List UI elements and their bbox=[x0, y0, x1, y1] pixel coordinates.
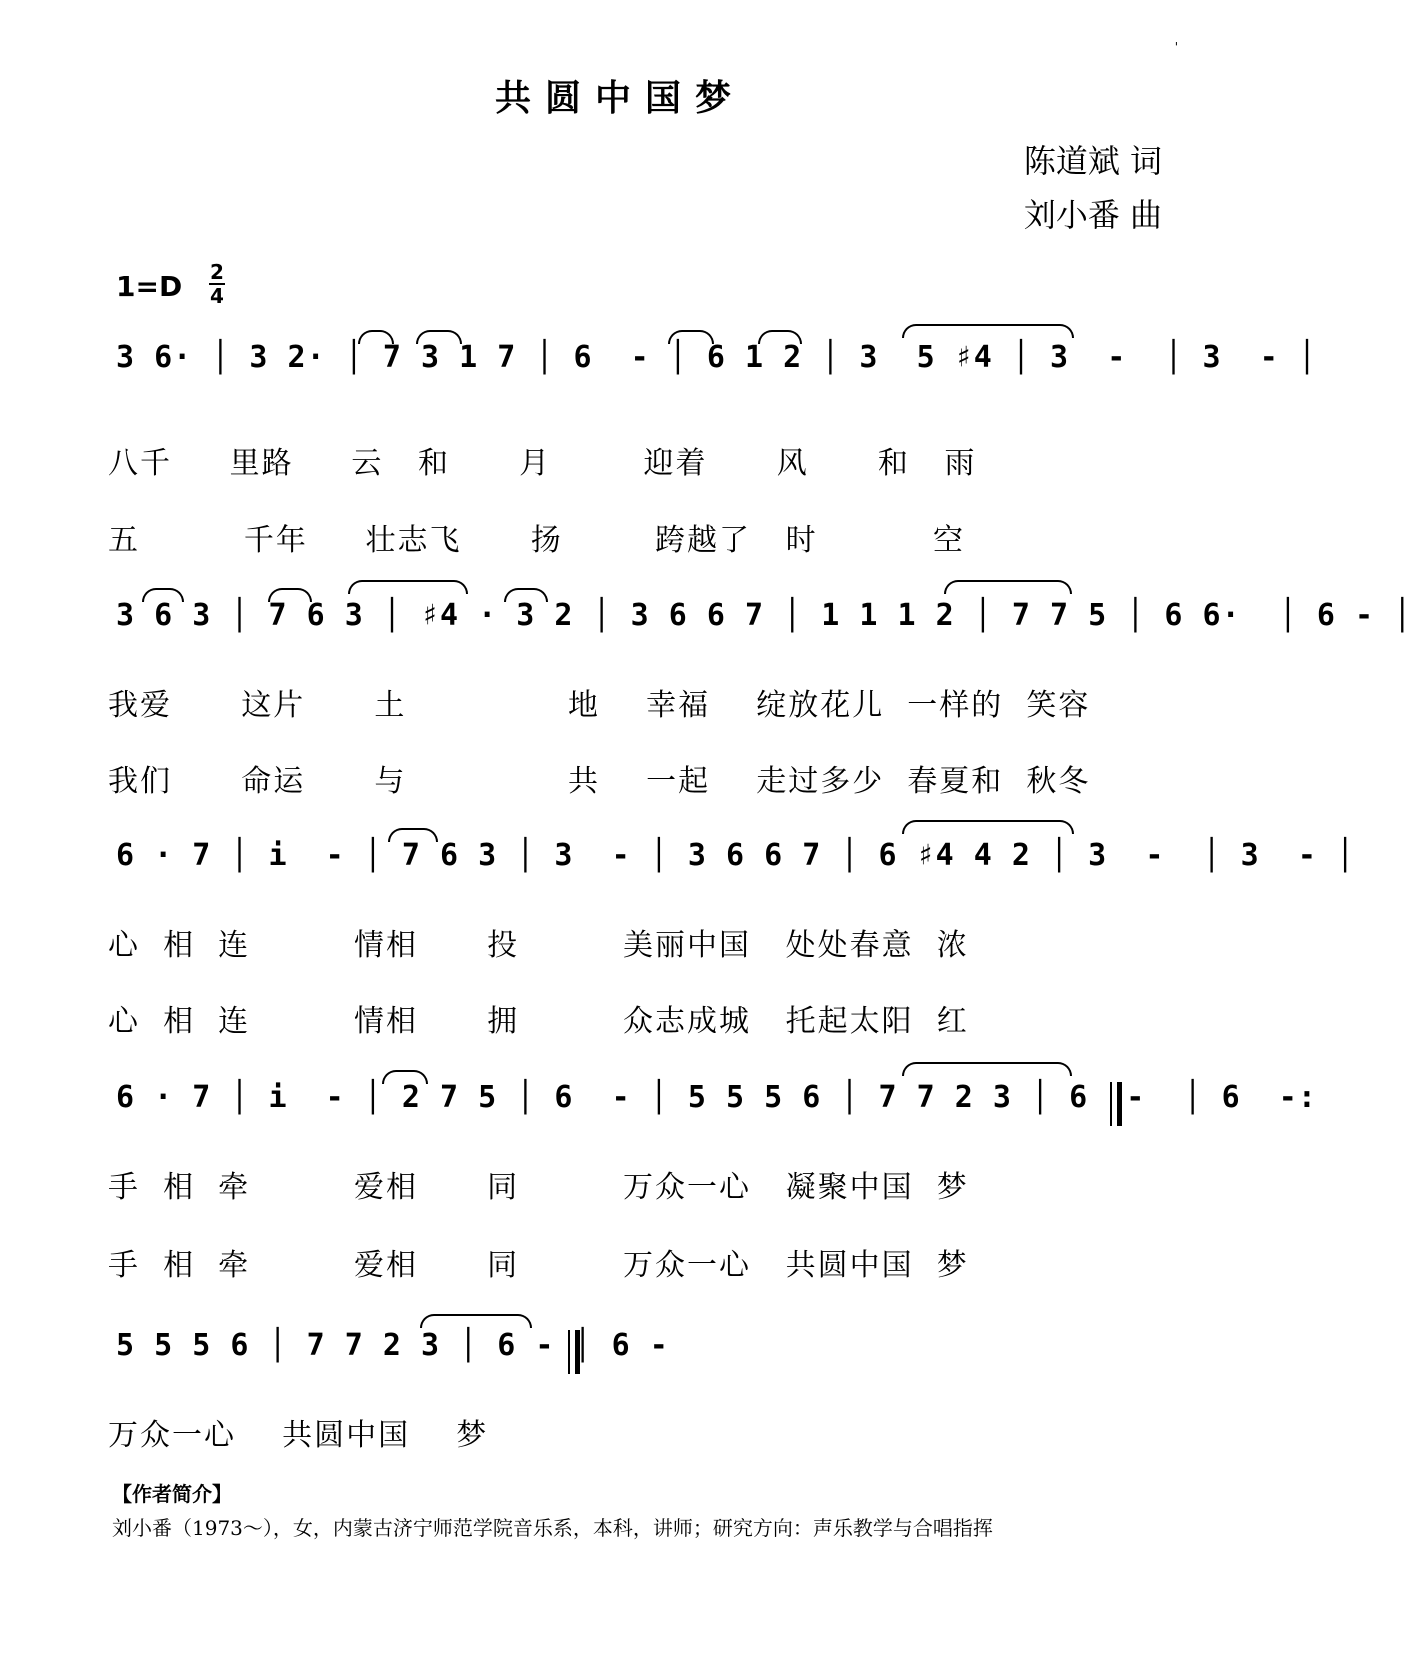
time-signature-top: 2 bbox=[210, 260, 224, 284]
slur bbox=[268, 588, 312, 602]
slur bbox=[504, 588, 548, 602]
score-row-1-lyrics-verse-1: 八千 里路 云 和 月 迎着 风 和 雨 bbox=[108, 446, 977, 481]
score-row-4-lyrics-verse-1: 手 相 牵 爱相 同 万众一心 凝聚中国 梦 bbox=[108, 1170, 969, 1205]
time-signature bbox=[208, 262, 226, 306]
score-row-4-notes: 6 · 7 │ i - │ 2 7 5 │ 6 - │ 5 5 5 6 │ 7 7 2 3 │ 6 - │ 6 -: bbox=[116, 1080, 1317, 1115]
slur bbox=[668, 330, 714, 344]
composer-credit: 刘小番 曲 bbox=[1023, 196, 1162, 234]
score-row-5-lyrics: 万众一心 共圆中国 梦 bbox=[108, 1418, 489, 1453]
tie bbox=[902, 324, 1074, 338]
slur bbox=[382, 1070, 428, 1084]
score-row-1-lyrics-verse-2: 五 千年 壮志飞 扬 跨越了 时 空 bbox=[108, 523, 965, 558]
author-intro-heading: 【作者简介】 bbox=[112, 1482, 232, 1506]
author-intro-text: 刘小番（1973～），女，内蒙古济宁师范学院音乐系，本科，讲师；研究方向：声乐教学与合唱指挥 bbox=[112, 1516, 993, 1540]
score-row-4-lyrics-verse-2: 手 相 牵 爱相 同 万众一心 共圆中国 梦 bbox=[108, 1248, 969, 1283]
final-barline bbox=[568, 1330, 580, 1374]
score-row-3-lyrics-verse-1: 心 相 连 情相 投 美丽中国 处处春意 浓 bbox=[108, 928, 969, 963]
repeat-end-barline bbox=[1110, 1082, 1122, 1126]
score-row-3-notes: 6 · 7 │ i - │ 7 6 3 │ 3 - │ 3 6 6 7 │ 6 ♯4 4 2 │ 3 - │ 3 - │ bbox=[116, 838, 1355, 873]
tie bbox=[902, 820, 1074, 834]
slur bbox=[358, 330, 394, 344]
score-row-2-notes: 3 6 3 │ 7 6 3 │ ♯4 · 3 2 │ 3 6 6 7 │ 1 1 1 2 │ 7 7 5 │ 6 6· │ 6 - │ bbox=[116, 598, 1412, 633]
score-row-2-lyrics-verse-1: 我爱 这片 土 地 幸福 绽放花儿 一样的 笑容 bbox=[108, 688, 1091, 723]
tie bbox=[944, 580, 1072, 594]
key-signature: 1=D bbox=[116, 270, 183, 303]
time-signature-bottom: 4 bbox=[210, 284, 224, 308]
corner-mark: ' bbox=[1174, 40, 1178, 54]
score-row-2-lyrics-verse-2: 我们 命运 与 共 一起 走过多少 春夏和 秋冬 bbox=[108, 764, 1091, 799]
slur bbox=[416, 330, 462, 344]
lyricist-credit: 陈道斌 词 bbox=[1023, 142, 1162, 180]
score-row-3-lyrics-verse-2: 心 相 连 情相 拥 众志成城 托起太阳 红 bbox=[108, 1004, 969, 1039]
tie bbox=[902, 1062, 1072, 1076]
slur bbox=[388, 828, 438, 842]
slur bbox=[348, 580, 468, 594]
song-title: 共圆中国梦 bbox=[494, 78, 745, 119]
score-row-1-notes: 3 6· │ 3 2· │ 7 3 1 7 │ 6 - │ 6 1 2 │ 3 5 ♯4 │ 3 - │ 3 - │ bbox=[116, 340, 1317, 375]
slur bbox=[758, 330, 802, 344]
slur bbox=[142, 588, 184, 602]
tie bbox=[420, 1314, 532, 1328]
score-row-5-notes: 5 5 5 6 │ 7 7 2 3 │ 6 - │ 6 - bbox=[116, 1328, 669, 1363]
